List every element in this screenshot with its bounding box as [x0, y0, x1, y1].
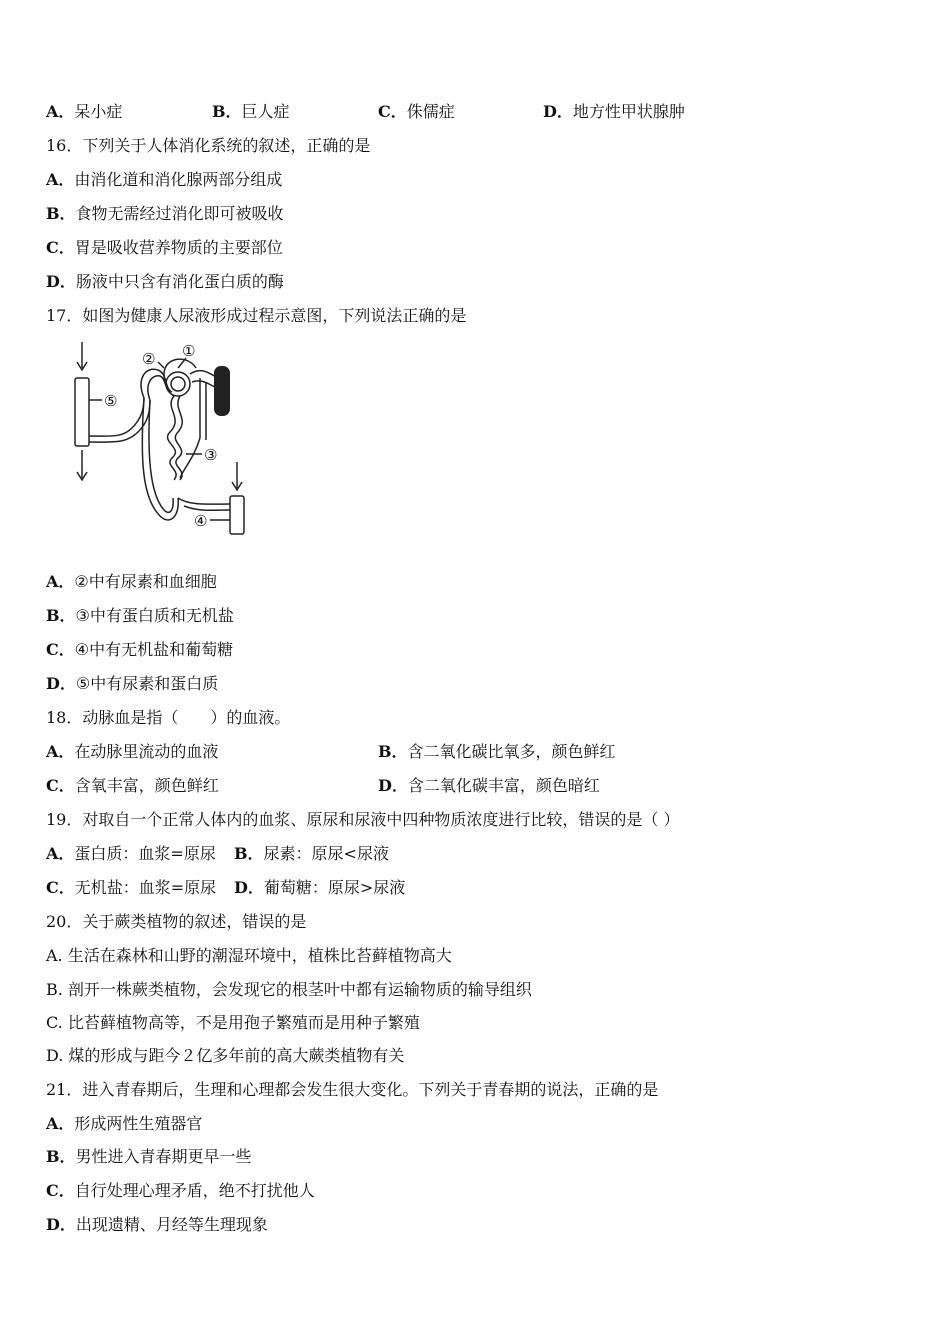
- q15-option-a: A．呆小症: [46, 102, 123, 121]
- q21-stem: 21．进入青春期后，生理和心理都会发生很大变化。下列关于青春期的说法，正确的是: [46, 1080, 659, 1099]
- nephron-svg: [60, 338, 260, 543]
- q19-option-c: C．无机盐：血浆=原尿: [46, 878, 217, 897]
- q20-option-b: B. 剖开一株蕨类植物，会发现它的根茎叶中都有运输物质的输导组织: [46, 980, 532, 999]
- q17-option-b: B．③中有蛋白质和无机盐: [46, 606, 234, 625]
- q19-option-d: D．葡萄糖：原尿>尿液: [234, 878, 406, 897]
- q16-option-d: D．肠液中只含有消化蛋白质的酶: [46, 272, 284, 291]
- q20-option-c: C. 比苔藓植物高等，不是用孢子繁殖而是用种子繁殖: [46, 1013, 420, 1032]
- q17-stem: 17．如图为健康人尿液形成过程示意图，下列说法正确的是: [46, 306, 467, 325]
- q15-option-c: C．侏儒症: [378, 102, 455, 121]
- q15-option-b: B．巨人症: [212, 102, 290, 121]
- q19-option-b: B．尿素：原尿<尿液: [234, 844, 389, 863]
- q16-stem: 16．下列关于人体消化系统的叙述，正确的是: [46, 136, 371, 155]
- figure-label-2: ②: [142, 350, 156, 368]
- q15-option-d: D．地方性甲状腺肿: [543, 102, 685, 121]
- q16-option-b: B．食物无需经过消化即可被吸收: [46, 204, 284, 223]
- figure-label-1: ①: [182, 342, 196, 360]
- figure-label-4: ④: [194, 512, 208, 530]
- q20-option-a: A. 生活在森林和山野的潮湿环境中，植株比苔藓植物高大: [46, 946, 452, 965]
- q18-stem: 18．动脉血是指（ ）的血液。: [46, 708, 291, 727]
- q21-option-a: A．形成两性生殖器官: [46, 1114, 203, 1133]
- q18-option-b: B．含二氧化碳比氧多，颜色鲜红: [378, 742, 616, 761]
- q18-option-d: D．含二氧化碳丰富，颜色暗红: [378, 776, 600, 795]
- figure-label-5: ⑤: [104, 392, 118, 410]
- q16-option-c: C．胃是吸收营养物质的主要部位: [46, 238, 283, 257]
- q21-option-b: B．男性进入青春期更早一些: [46, 1147, 252, 1166]
- figure-label-3: ③: [204, 446, 218, 464]
- q17-option-d: D．⑤中有尿素和蛋白质: [46, 674, 219, 693]
- q18-option-c: C．含氧丰富，颜色鲜红: [46, 776, 219, 795]
- q21-option-c: C．自行处理心理矛盾，绝不打扰他人: [46, 1181, 315, 1200]
- q21-option-d: D．出现遗精、月经等生理现象: [46, 1215, 268, 1234]
- q20-option-d: D. 煤的形成与距今２亿多年前的高大蕨类植物有关: [46, 1046, 405, 1065]
- q19-stem: 19．对取自一个正常人体内的血浆、原尿和尿液中四种物质浓度进行比较，错误的是（ ）: [46, 810, 680, 829]
- q17-option-c: C．④中有无机盐和葡萄糖: [46, 640, 234, 659]
- q19-option-a: A．蛋白质：血浆=原尿: [46, 844, 216, 863]
- nephron-diagram: [60, 338, 260, 543]
- q18-option-a: A．在动脉里流动的血液: [46, 742, 219, 761]
- q17-option-a: A．②中有尿素和血细胞: [46, 572, 217, 591]
- q16-option-a: A．由消化道和消化腺两部分组成: [46, 170, 283, 189]
- q20-stem: 20．关于蕨类植物的叙述，错误的是: [46, 912, 307, 931]
